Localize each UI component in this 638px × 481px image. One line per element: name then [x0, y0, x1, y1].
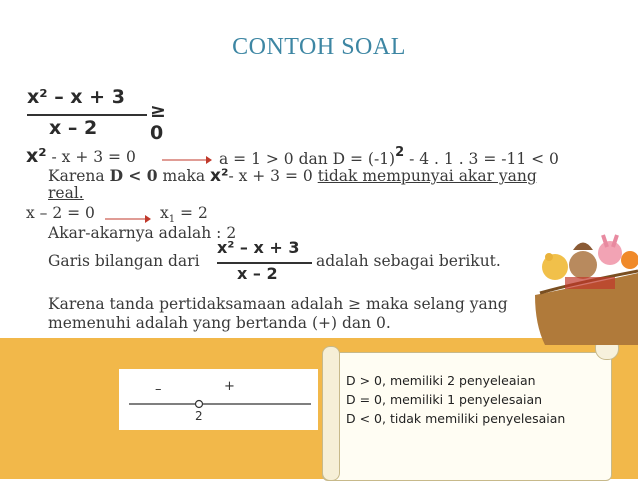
- line5-numerator: x² – x + 3: [217, 238, 300, 257]
- line2-underlined: tidak mempunyai akar yang: [317, 167, 537, 185]
- inequality-denominator: x – 2: [49, 117, 98, 139]
- numberline-point: 2: [195, 409, 203, 423]
- line1-left: - x + 3 = 0: [51, 148, 136, 166]
- line3-right: [160, 204, 208, 225]
- line5-denominator: x – 2: [237, 264, 278, 283]
- line2-bold: D < 0: [109, 166, 158, 185]
- number-line: [119, 369, 318, 430]
- numberline-plus: +: [224, 379, 235, 394]
- line1-exp: 2: [395, 145, 405, 160]
- line-1: [26, 145, 136, 167]
- line-3: x – 2 = 0: [26, 204, 95, 222]
- line-5-prefix: Garis bilangan dari: [48, 252, 200, 270]
- line2-cont: real.: [48, 184, 84, 202]
- line1-lead: x²: [26, 145, 47, 167]
- line2-mid: maka: [157, 167, 211, 185]
- note-line-3: D < 0, tidak memiliki penyelesaian: [346, 411, 566, 426]
- note-line-2: D = 0, memiliki 1 penyelesaian: [346, 392, 543, 407]
- line1-tail: - 4 . 1 . 3 = -11 < 0: [409, 150, 559, 168]
- line2-rest: - x + 3 = 0: [228, 167, 318, 185]
- line2-prefix: Karena: [48, 167, 110, 185]
- line5-fraction: [217, 238, 317, 290]
- characters-illustration: [535, 175, 638, 345]
- line3-suffix: = 2: [175, 204, 208, 222]
- numberline-minus: –: [155, 382, 162, 397]
- line1-right: [219, 145, 559, 168]
- inequality-numerator: x² – x + 3: [27, 86, 125, 108]
- inequality-fraction: [27, 86, 177, 146]
- line-6a: Karena tanda pertidaksamaan adalah ≥ maka selang yang: [48, 295, 508, 313]
- line3-x: x: [160, 204, 169, 222]
- line-4: Akar-akarnya adalah : 2: [48, 224, 237, 242]
- note-line-1: D > 0, memiliki 2 penyeleaian: [346, 373, 536, 388]
- line-2: [48, 166, 537, 186]
- line1-discriminant: a = 1 > 0 dan D = (-1): [219, 150, 396, 168]
- line2-big: x²: [210, 166, 229, 186]
- line3-sub: 1: [168, 214, 176, 226]
- line-5-suffix: adalah sebagai berikut.: [316, 252, 501, 270]
- fraction-bar: [27, 114, 147, 116]
- slide-title: CONTOH SOAL: [232, 34, 406, 60]
- inequality-relation: ≥ 0: [150, 100, 166, 144]
- line-6b: memenuhi adalah yang bertanda (+) dan 0.: [48, 314, 391, 332]
- scroll-curl: [322, 346, 340, 481]
